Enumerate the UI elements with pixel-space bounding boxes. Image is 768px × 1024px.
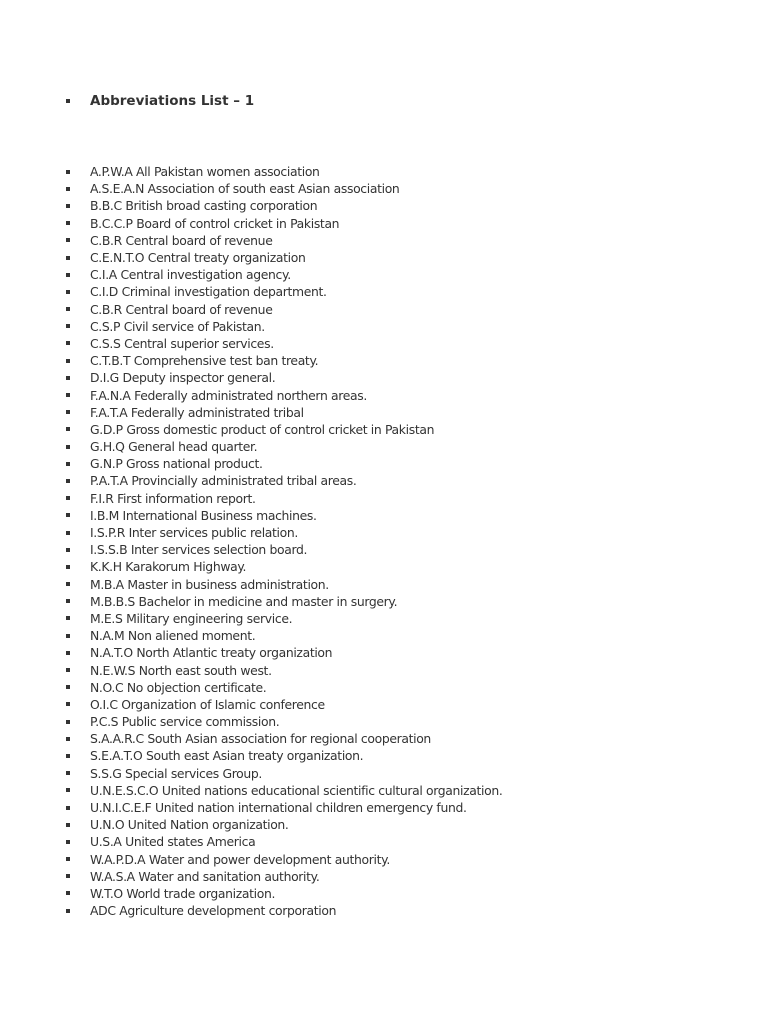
list-item: [66, 627, 502, 644]
list-item: [66, 335, 502, 352]
bullet-icon: [66, 651, 70, 655]
list-item: [66, 404, 502, 421]
bullet-icon: [66, 823, 70, 827]
list-item-text: U.N.O United Nation organization.: [90, 817, 289, 833]
list-item: [66, 369, 502, 386]
bullet-icon: [66, 737, 70, 741]
list-item: [66, 679, 502, 696]
list-item-text: N.A.T.O North Atlantic treaty organization: [90, 645, 333, 661]
list-item-text: D.I.G Deputy inspector general.: [90, 370, 276, 386]
bullet-icon: [66, 513, 70, 517]
list-item: [66, 696, 502, 713]
list-item-text: G.H.Q General head quarter.: [90, 439, 258, 455]
list-item: [66, 421, 502, 438]
list-item-text: P.C.S Public service commission.: [90, 714, 280, 730]
list-item: [66, 885, 502, 902]
list-item: [66, 318, 502, 335]
list-item: [66, 249, 502, 266]
bullet-icon: [66, 720, 70, 724]
list-item: [66, 352, 502, 369]
bullet-icon: [66, 324, 70, 328]
list-item: [66, 283, 502, 300]
list-item: [66, 730, 502, 747]
list-item: [66, 301, 502, 318]
list-item: [66, 816, 502, 833]
bullet-icon: [66, 256, 70, 260]
list-item: [66, 593, 502, 610]
list-item-text: S.E.A.T.O South east Asian treaty organization.: [90, 748, 364, 764]
list-item: [66, 558, 502, 575]
list-item-text: S.A.A.R.C South Asian association for regional cooperation: [90, 731, 431, 747]
list-item: [66, 232, 502, 249]
bullet-icon: [66, 531, 70, 535]
list-item: [66, 713, 502, 730]
bullet-icon: [66, 462, 70, 466]
list-item-text: ADC Agriculture development corporation: [90, 903, 337, 919]
page-title: Abbreviations List – 1: [90, 93, 255, 109]
list-item-text: M.B.A Master in business administration.: [90, 576, 329, 592]
list-item: [66, 541, 502, 558]
list-item: [66, 644, 502, 661]
bullet-icon: [66, 771, 70, 775]
list-item-text: C.B.R Central board of revenue: [90, 232, 273, 248]
list-item-text: G.D.P Gross domestic product of control cricket in Pakistan: [90, 421, 435, 437]
list-item: [66, 765, 502, 782]
list-item: [66, 610, 502, 627]
list-item-text: U.N.E.S.C.O United nations educational scientific cultural organization.: [90, 782, 503, 798]
bullet-icon: [66, 238, 70, 242]
bullet-icon: [66, 221, 70, 225]
bullet-icon: [66, 170, 70, 174]
list-item-text: C.I.A Central investigation agency.: [90, 267, 291, 283]
list-item: [66, 902, 502, 919]
list-item-text: I.S.P.R Inter services public relation.: [90, 525, 298, 541]
list-item-text: C.E.N.T.O Central treaty organization: [90, 250, 306, 266]
list-item-text: U.S.A United states America: [90, 834, 256, 850]
list-item-text: F.A.T.A Federally administrated tribal: [90, 404, 304, 420]
bullet-icon: [66, 891, 70, 895]
bullet-icon: [66, 616, 70, 620]
list-item-text: W.T.O World trade organization.: [90, 885, 276, 901]
abbreviations-list: [66, 163, 502, 919]
list-item-text: A.P.W.A All Pakistan women association: [90, 164, 320, 180]
list-item-text: G.N.P Gross national product.: [90, 456, 263, 472]
list-item-text: A.S.E.A.N Association of south east Asian association: [90, 181, 400, 197]
bullet-icon: [66, 840, 70, 844]
bullet-icon: [66, 565, 70, 569]
bullet-icon: [66, 445, 70, 449]
list-item: [66, 524, 502, 541]
bullet-icon: [66, 909, 70, 913]
list-item-text: B.C.C.P Board of control cricket in Pakistan: [90, 215, 340, 231]
list-item-text: K.K.H Karakorum Highway.: [90, 559, 247, 575]
list-item-text: N.A.M Non aliened moment.: [90, 628, 256, 644]
list-item-text: N.E.W.S North east south west.: [90, 662, 272, 678]
bullet-icon: [66, 582, 70, 586]
bullet-icon: [66, 702, 70, 706]
list-item-text: I.B.M International Business machines.: [90, 507, 317, 523]
bullet-icon: [66, 496, 70, 500]
list-item-text: P.A.T.A Provincially administrated tribal areas.: [90, 473, 357, 489]
bullet-icon: [66, 290, 70, 294]
bullet-icon: [66, 341, 70, 345]
list-item: [66, 782, 502, 799]
list-item: [66, 163, 502, 180]
list-item: [66, 215, 502, 232]
bullet-icon: [66, 99, 70, 103]
list-item-text: F.I.R First information report.: [90, 490, 256, 506]
bullet-icon: [66, 668, 70, 672]
bullet-icon: [66, 788, 70, 792]
list-item-text: O.I.C Organization of Islamic conference: [90, 696, 325, 712]
list-item: [66, 868, 502, 885]
list-item-text: C.T.B.T Comprehensive test ban treaty.: [90, 353, 319, 369]
list-item: [66, 833, 502, 850]
list-item-text: W.A.S.A Water and sanitation authority.: [90, 868, 320, 884]
list-item: [66, 661, 502, 678]
bullet-icon: [66, 307, 70, 311]
bullet-icon: [66, 204, 70, 208]
list-item: [66, 197, 502, 214]
list-item-text: W.A.P.D.A Water and power development authority.: [90, 851, 390, 867]
list-item-text: C.I.D Criminal investigation department.: [90, 284, 327, 300]
list-item-text: M.B.B.S Bachelor in medicine and master in surgery.: [90, 593, 398, 609]
list-item-text: M.E.S Military engineering service.: [90, 610, 293, 626]
bullet-icon: [66, 359, 70, 363]
list-item: [66, 507, 502, 524]
list-item-text: N.O.C No objection certificate.: [90, 679, 267, 695]
list-item-text: C.S.S Central superior services.: [90, 335, 274, 351]
list-item: [66, 747, 502, 764]
list-item-text: U.N.I.C.E.F United nation international children emergency fund.: [90, 800, 467, 816]
bullet-icon: [66, 634, 70, 638]
list-item-text: B.B.C British broad casting corporation: [90, 198, 318, 214]
list-item: [66, 799, 502, 816]
bullet-icon: [66, 548, 70, 552]
list-item-text: C.S.P Civil service of Pakistan.: [90, 318, 265, 334]
list-item-text: F.A.N.A Federally administrated northern areas.: [90, 387, 367, 403]
list-item: [66, 576, 502, 593]
bullet-icon: [66, 874, 70, 878]
bullet-icon: [66, 806, 70, 810]
bullet-icon: [66, 479, 70, 483]
bullet-icon: [66, 393, 70, 397]
bullet-icon: [66, 187, 70, 191]
list-item: [66, 472, 502, 489]
list-item: [66, 490, 502, 507]
list-item: [66, 455, 502, 472]
list-item-text: S.S.G Special services Group.: [90, 765, 263, 781]
heading-row: [66, 90, 254, 112]
bullet-icon: [66, 427, 70, 431]
list-item-text: C.B.R Central board of revenue: [90, 301, 273, 317]
bullet-icon: [66, 599, 70, 603]
bullet-icon: [66, 273, 70, 277]
list-item: [66, 386, 502, 403]
bullet-icon: [66, 857, 70, 861]
bullet-icon: [66, 410, 70, 414]
list-item: [66, 438, 502, 455]
bullet-icon: [66, 685, 70, 689]
list-item: [66, 266, 502, 283]
bullet-icon: [66, 754, 70, 758]
list-item: [66, 851, 502, 868]
list-item: [66, 180, 502, 197]
bullet-icon: [66, 376, 70, 380]
list-item-text: I.S.S.B Inter services selection board.: [90, 542, 308, 558]
